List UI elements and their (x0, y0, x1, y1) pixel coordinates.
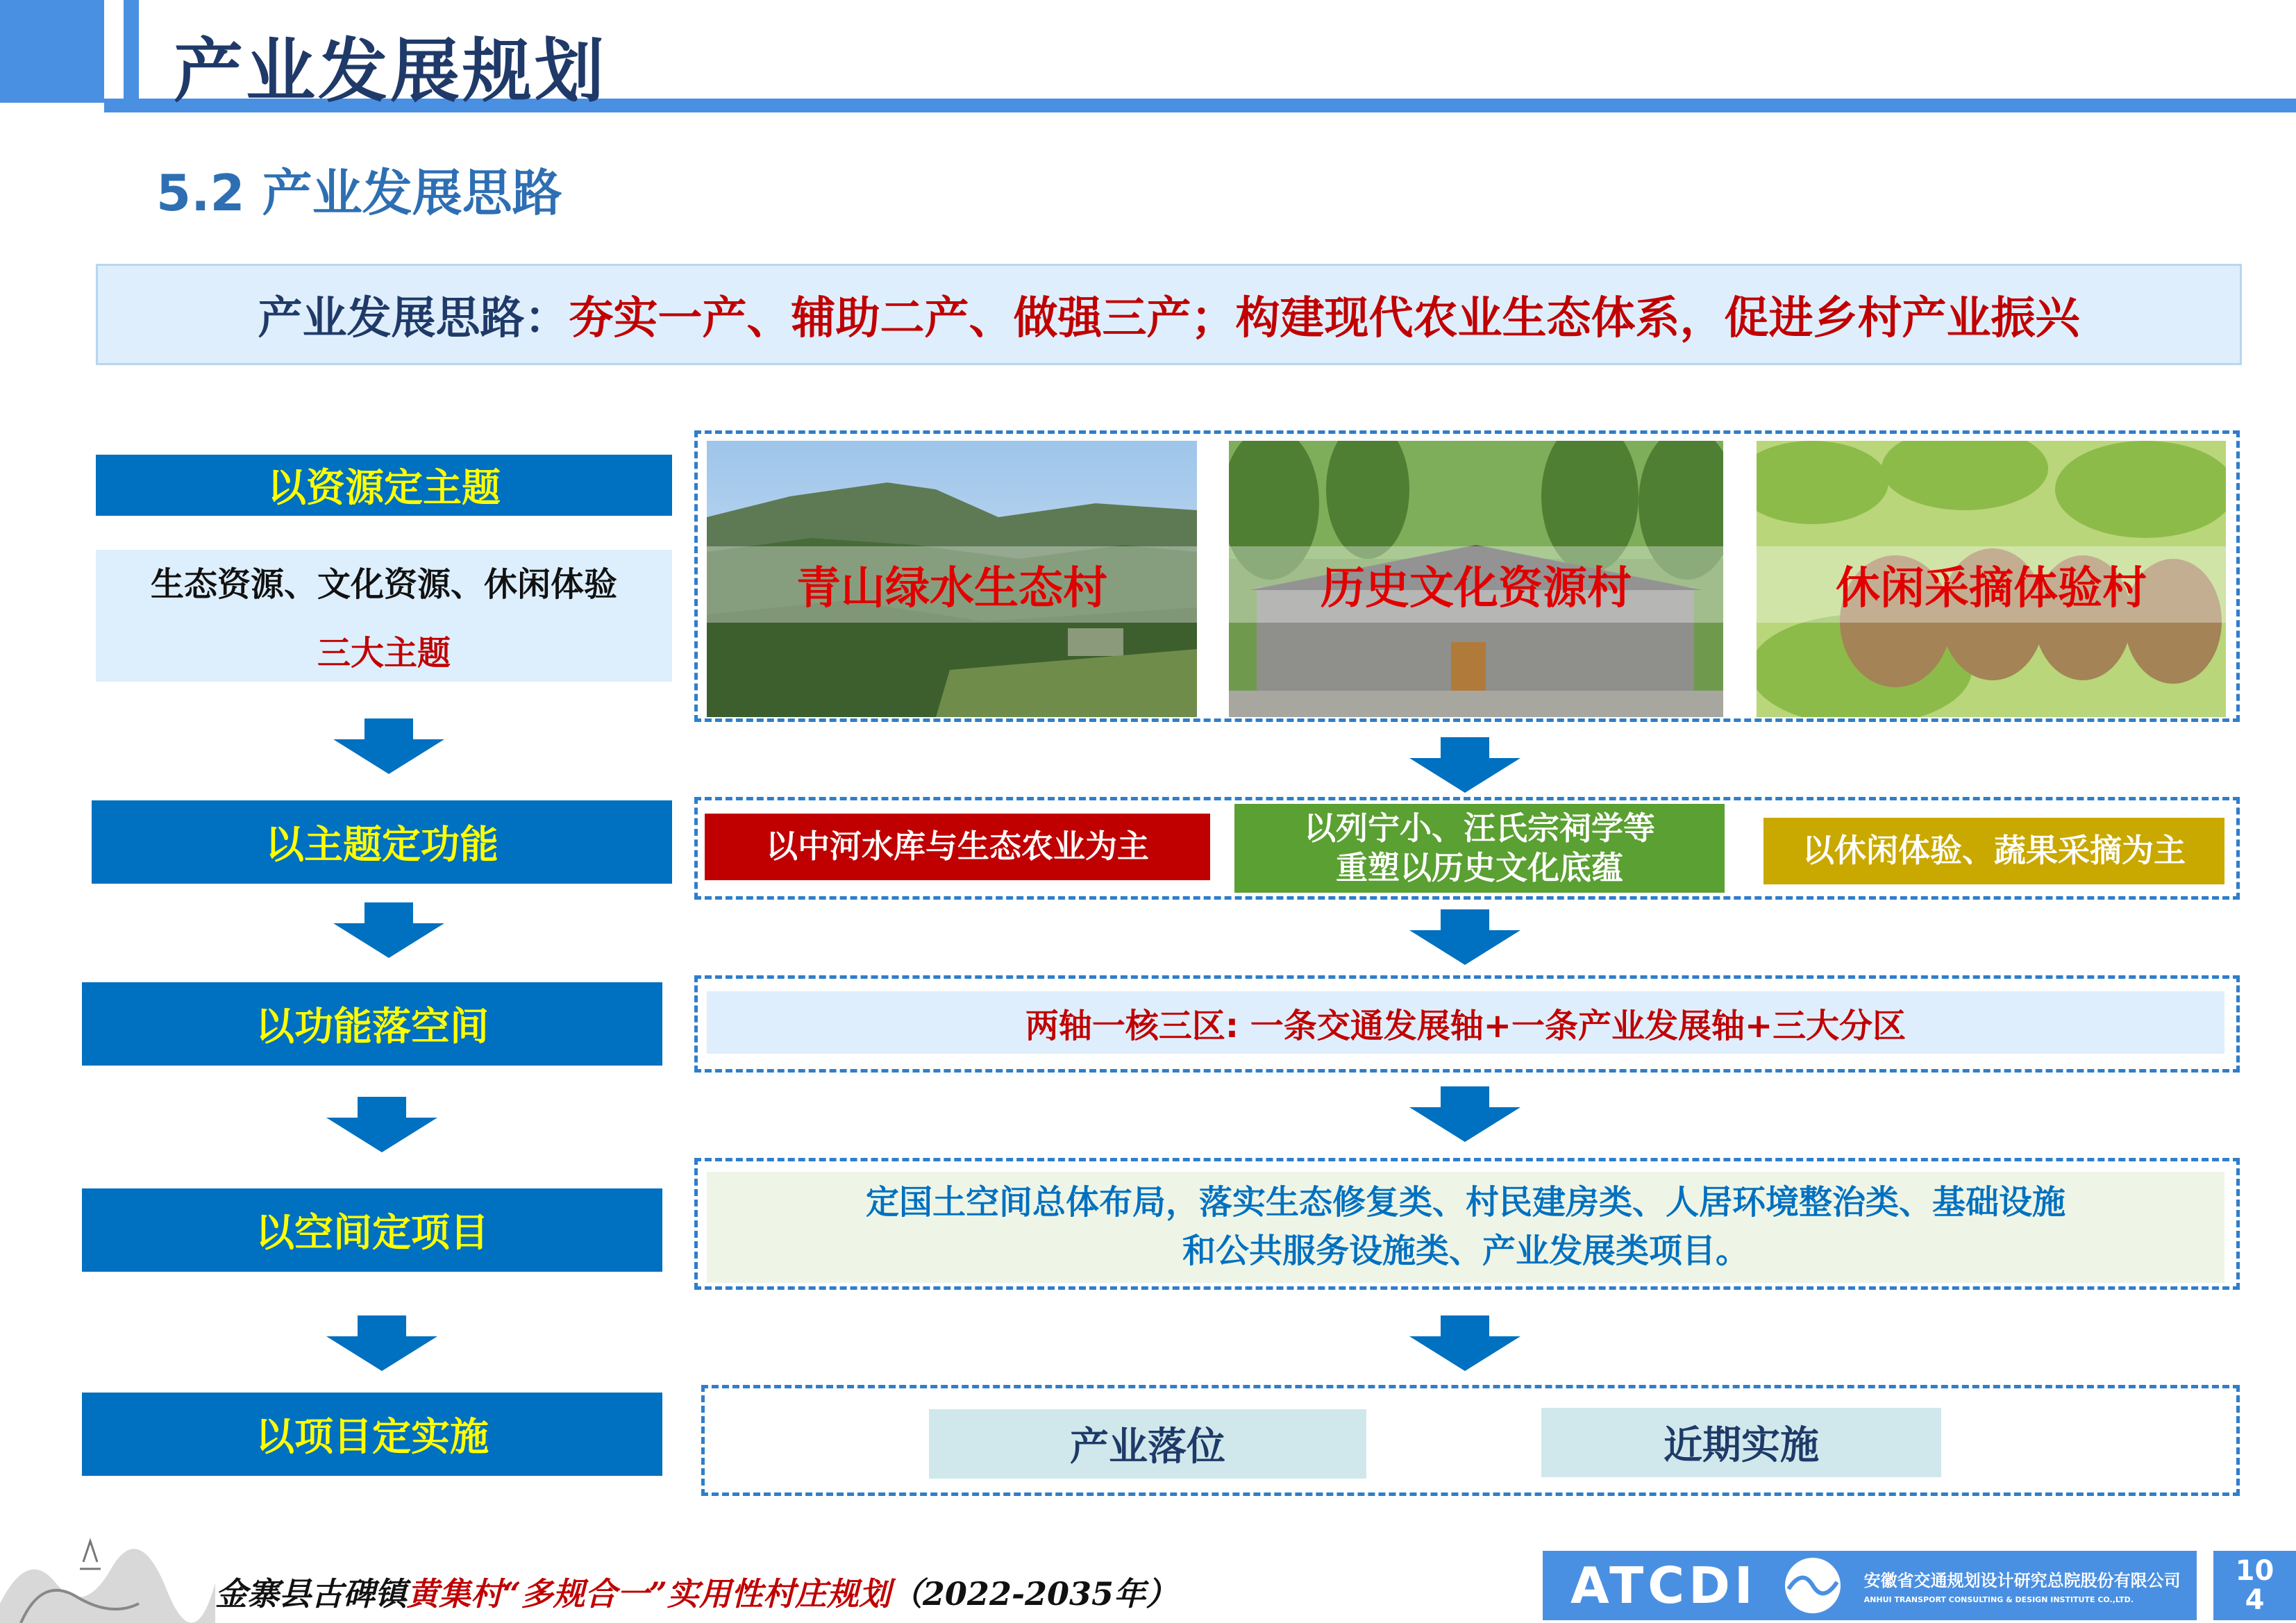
arrow-down-icon (333, 718, 444, 774)
function-leisure: 以休闲体验、蔬果采摘为主 (1763, 818, 2224, 884)
arrow-down-icon (1409, 1086, 1520, 1142)
banner-key: 产业发展思路： (258, 293, 569, 344)
banner-value: 夯实一产、辅助二产、做强三产；构建现代农业生态体系，促进乡村产业振兴 (569, 293, 2080, 344)
page-number: 10 4 (2213, 1551, 2296, 1620)
step-project-implementation: 以项目定实施 (82, 1393, 662, 1476)
header-accent-bar (0, 0, 104, 103)
arrow-down-icon (1409, 1315, 1520, 1371)
cultural-village-photo (1229, 441, 1723, 717)
arrow-down-icon (1409, 909, 1520, 965)
step-function-space: 以功能落空间 (82, 982, 662, 1066)
space-structure: 两轴一核三区: 一条交通发展轴+一条产业发展轴+三大分区 (707, 991, 2224, 1054)
project-description: 定国土空间总体布局，落实生态修复类、村民建房类、人居环境整治类、基础设施 和公共服务设施类、产业发展类项目。 (707, 1172, 2224, 1283)
step-theme-function: 以主题定功能 (92, 800, 672, 884)
ecological-village-photo (707, 441, 1197, 717)
function-ecological: 以中河水库与生态农业为主 (705, 814, 1210, 880)
strategy-banner (96, 264, 2242, 365)
arrow-down-icon (333, 902, 444, 958)
photo-caption: 青山绿水生态村 (707, 546, 1197, 623)
theme-line: 生态资源、文化资源、休闲体验 (150, 565, 617, 604)
header-accent-stripe (124, 0, 139, 103)
section-title: 5.2 产业发展思路 (156, 164, 562, 222)
step-space-project: 以空间定项目 (82, 1188, 662, 1272)
logo-brand: ATCDI (1570, 1556, 1757, 1615)
ink-landscape-decoration (0, 1520, 215, 1623)
photo-caption: 历史文化资源村 (1229, 546, 1723, 623)
near-term-implementation: 近期实施 (1541, 1408, 1941, 1477)
logo-emblem-icon (1771, 1554, 1854, 1617)
theme-count: 三大主题 (317, 634, 451, 673)
photo-caption: 休闲采摘体验村 (1757, 546, 2226, 623)
logo-company-names: 安徽省交通规划设计研究总院股份有限公司 ANHUI TRANSPORT CONSULTING & DESIGN INSTITUTE CO.,LTD. (1863, 1571, 2181, 1604)
step-resource-theme: 以资源定主题 (96, 455, 672, 516)
footer-project-title: 金寨县古碑镇黄集村“多规合一”实用性村庄规划（2022-2035年） (215, 1575, 1178, 1613)
picking-village-photo (1757, 441, 2226, 717)
arrow-down-icon (326, 1097, 437, 1152)
theme-box (96, 550, 672, 682)
arrow-down-icon (326, 1315, 437, 1371)
company-logo (1543, 1551, 2197, 1620)
industry-placement: 产业落位 (929, 1409, 1366, 1479)
arrow-down-icon (1409, 737, 1520, 793)
function-cultural: 以列宁小、汪氏宗祠学等 重塑以历史文化底蕴 (1234, 804, 1725, 893)
page-title: 产业发展规划 (174, 31, 607, 112)
